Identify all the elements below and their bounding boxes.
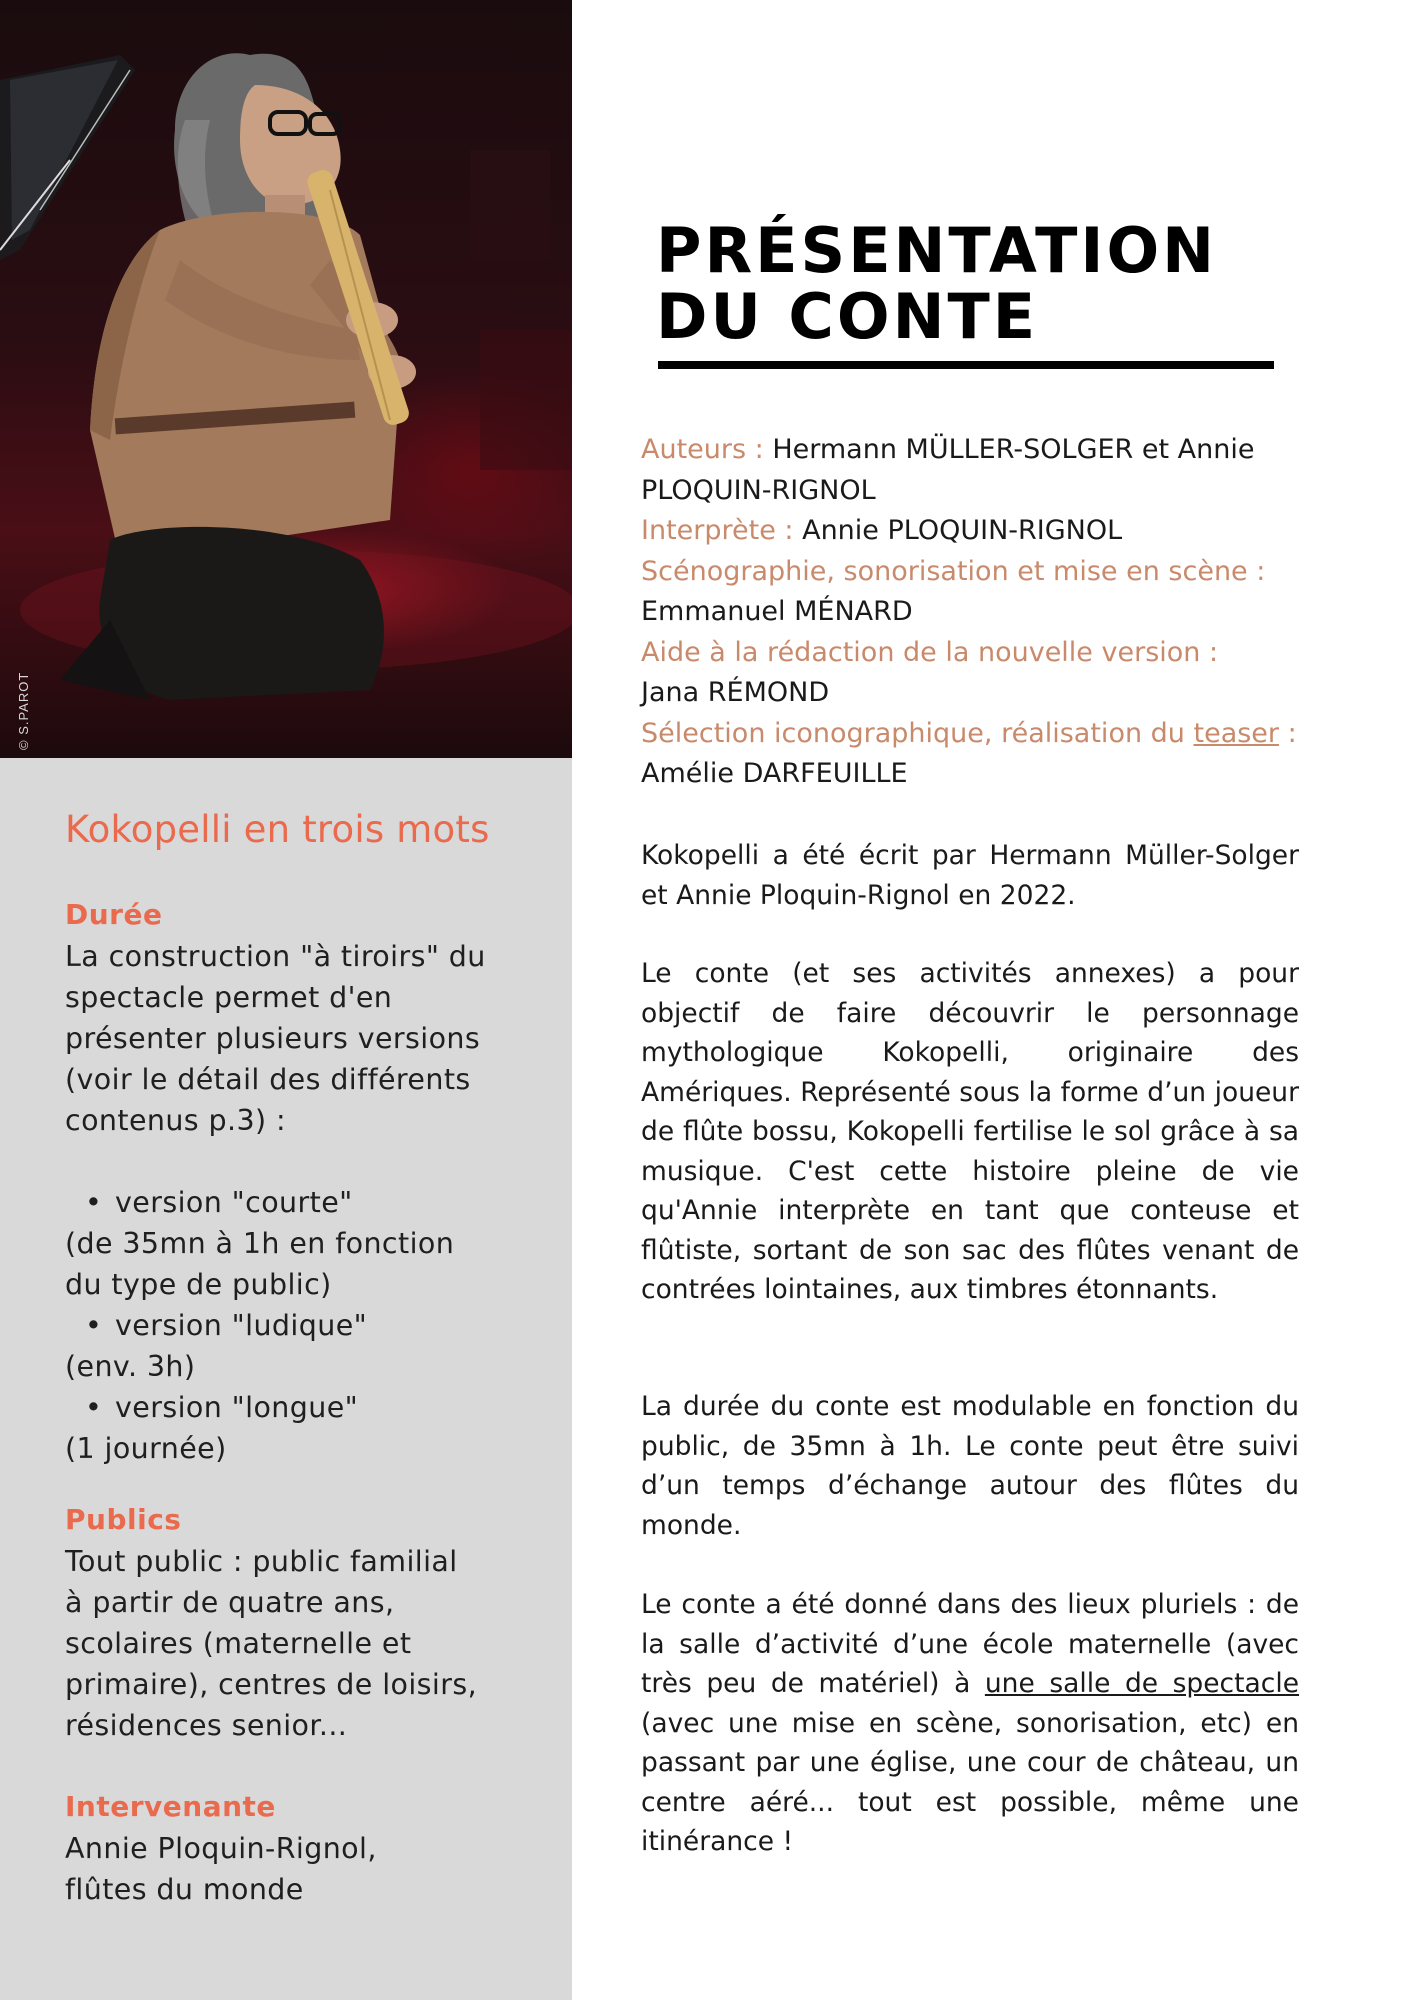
selection-colon: : [1279, 717, 1297, 749]
intervenante-text [65, 1828, 535, 1910]
publics-line: Tout public : public familial [65, 1545, 458, 1578]
duree-line: spectacle permet d'en [65, 981, 393, 1014]
duree-line: (voir le détail des différents [65, 1063, 471, 1096]
selection-value: Amélie DARFEUILLE [641, 758, 908, 789]
duree-line: contenus p.3) : [65, 1104, 286, 1137]
version-detail: (de 35mn à 1h en fonction [65, 1227, 455, 1260]
page-title-line-2: DU CONTE [656, 280, 1039, 353]
panel-title: Kokopelli en trois mots [65, 808, 490, 851]
publics-label: Publics [65, 1503, 182, 1536]
aide-label: Aide à la rédaction de la nouvelle version : [641, 636, 1219, 668]
duree-text [65, 936, 535, 1469]
version-item: • version "ludique" [65, 1305, 535, 1346]
venues-text-before: Le conte a été donné dans des lieux pluriels : de la salle d’activité d’une école maternelle (avec très peu de matériel) à [641, 1589, 1299, 1699]
paragraph-objective: Le conte (et ses activités annexes) a pour objectif de faire découvrir le personnage mythologique Kokopelli, originaire des Amériques. Représenté sous la forme d’un joueur de flûte bossu, Kokopelli fertilise le sol grâce à sa musique. C'est cette histoire pleine de vie qu'Annie interprète en tant que conteuse et flûtiste, sortant de son sac des flûtes venant de contrées lointaines, aux timbres étonnants. [641, 958, 1299, 1305]
interprete-label: Interprète : [641, 515, 803, 546]
selection-label: Sélection iconographique, réalisation du [641, 717, 1194, 749]
version-item: • version "courte" [65, 1182, 535, 1223]
sceno-value: Emmanuel MÉNARD [641, 596, 913, 627]
venues-text-after: (avec une mise en scène, sonorisation, etc) en passant par une église, une cour de château, un centre aéré... tout est possible, même une itinérance ! [641, 1707, 1299, 1857]
paragraph-origin: Kokopelli a été écrit par Hermann Müller-Solger et Annie Ploquin-Rignol en 2022. [641, 840, 1299, 911]
publics-line: primaire), centres de loisirs, [65, 1668, 478, 1701]
photo-credit: © S.PAROT [16, 671, 31, 750]
auteurs-value: Hermann MÜLLER-SOLGER et Annie [772, 434, 1255, 465]
performer-photo [0, 0, 572, 758]
salle-spectacle-link[interactable]: une salle de spectacle [984, 1668, 1299, 1699]
intervenante-line: flûtes du monde [65, 1873, 304, 1906]
intervenante-line: Annie Ploquin-Rignol, [65, 1832, 377, 1865]
version-item: • version "longue" [65, 1387, 535, 1428]
aide-value: Jana RÉMOND [641, 677, 830, 708]
paragraph-duration: La durée du conte est modulable en fonction du public, de 35mn à 1h. Le conte peut être suivi d’un temps d’échange autour des flûtes du monde. [641, 1391, 1299, 1541]
sceno-label: Scénographie, sonorisation et mise en scène : [641, 555, 1266, 587]
duree-line: présenter plusieurs versions [65, 1022, 481, 1055]
intervenante-label: Intervenante [65, 1790, 276, 1823]
performer-illustration [0, 0, 572, 758]
publics-line: résidences senior... [65, 1709, 348, 1742]
interprete-value: Annie PLOQUIN-RIGNOL [802, 515, 1123, 546]
credits-block [641, 430, 1361, 795]
version-detail: (1 journée) [65, 1432, 227, 1465]
duree-line: La construction "à tiroirs" du [65, 940, 486, 973]
duree-label: Durée [65, 898, 163, 931]
page-title-line-1: PRÉSENTATION [656, 214, 1218, 287]
auteurs-value-2: PLOQUIN-RIGNOL [641, 474, 876, 506]
publics-text [65, 1541, 535, 1746]
title-underline [658, 361, 1274, 369]
teaser-link[interactable]: teaser [1193, 717, 1280, 749]
auteurs-label: Auteurs : [641, 434, 773, 465]
version-detail: du type de public) [65, 1268, 332, 1301]
publics-line: scolaires (maternelle et [65, 1627, 412, 1660]
page-title [656, 214, 1218, 353]
paragraph-venues [641, 1585, 1299, 1862]
version-detail: (env. 3h) [65, 1350, 196, 1383]
publics-line: à partir de quatre ans, [65, 1586, 395, 1619]
